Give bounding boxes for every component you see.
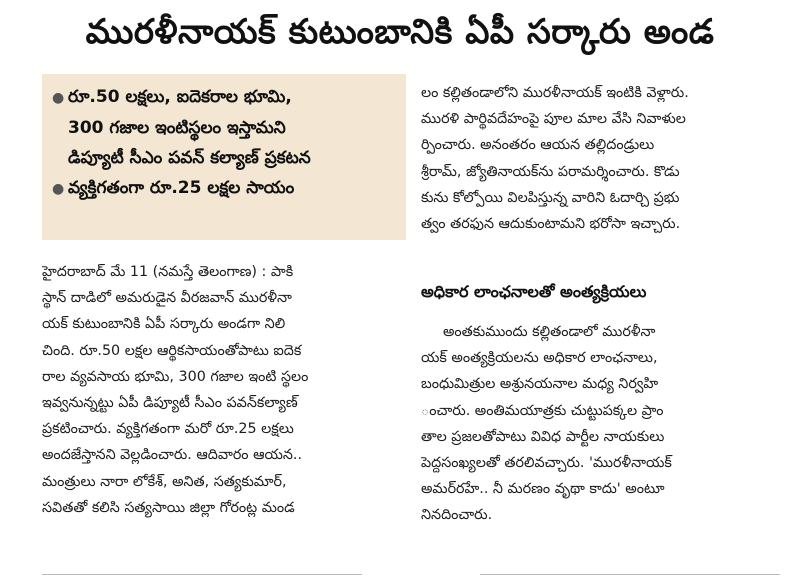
body-line: మంత్రులు నారా లోకేశ్, అనిత, సత్యకుమార్, xyxy=(42,473,287,490)
body-line: త్వం తరఫున ఆదుకుంటామని భరోసా ఇచ్చారు. xyxy=(421,215,681,232)
subheading: అధికార లాంఛనాలతో అంత్యక్రియలు xyxy=(421,282,647,301)
body-line: చింది. రూ.50 లక్షల ఆర్థికసాయంతోపాటు ఐదెక xyxy=(42,342,302,359)
body-line: అంతకుముందు కల్లితండాలో మురళీనా xyxy=(443,324,656,340)
highlight-line-4: ● వ్యక్తిగతంగా రూ.25 లక్షల సాయం xyxy=(52,173,398,204)
body-line: నినదించారు. xyxy=(421,507,493,524)
highlight-line-1: ● రూ.50 లక్షలు, ఐదెకరాల భూమి, xyxy=(52,82,398,113)
body-line: స్థాన్ దాడిలో అమరుడైన వీరజవాన్ మురళీనా xyxy=(42,290,292,307)
body-line: యక్ కుటుంబానికి ఏపీ సర్కారు అండగా నిలి xyxy=(42,316,286,333)
body-line: హైదరాబాద్ మే 11 (నమస్తే తెలంగాణ) : పాకి xyxy=(42,264,294,280)
body-line: ంచారు. అంతిమయాత్రకు చుట్టుపక్కల ప్రాం xyxy=(421,402,664,419)
body-line: కును కోల్పోయి విలపిస్తున్న వారిని ఓదార్చి ప్రభు xyxy=(421,189,680,206)
body-line: ప్రకటించారు. వ్యక్తిగతంగా మరో రూ.25 లక్షలు xyxy=(42,421,294,438)
body-line: అమర్‌రహే.. నీ మరణం వృథా కాదు' అంటూ xyxy=(421,481,665,498)
body-line: మురళి పార్థివదేహంపై పూల మాల వేసి నివాళుల xyxy=(421,111,686,128)
headline: మురళీనాయక్ కుటుంబానికి ఏపీ సర్కారు అండ xyxy=(85,12,715,52)
body-line: ఇవ్వనున్నట్టు ఏపీ డిప్యూటీ సీఎం పవన్‌కల్యాణ్ xyxy=(42,394,298,411)
left-column xyxy=(42,259,406,521)
body-line: పెద్దసంఖ్యలతో తరలివచ్చారు. 'మురళీనాయక్ xyxy=(421,454,672,471)
bottom-rule-right xyxy=(480,574,780,575)
right-column-top xyxy=(421,80,781,237)
highlight-box xyxy=(42,74,406,240)
body-line: యక్ అంత్యక్రియలను అధికార లాంఛనాలు, xyxy=(421,350,658,367)
body-line: ర్పించారు. అనంతరం ఆయన తల్లిదండ్రులు xyxy=(421,137,655,154)
body-line: లం కల్లితండాలోని మురళీనాయక్ ఇంటికి వెళ్లారు. xyxy=(421,85,689,101)
highlight-line-3: డిప్యూటీ సీఎం పవన్ కల్యాణ్ ప్రకటన xyxy=(68,148,311,168)
body-line: సవితతో కలిసి సత్యసాయి జిల్లా గోరంట్ల మండ xyxy=(42,499,295,516)
body-line: తాల ప్రజలతోపాటు వివిధ పార్టీల నాయకులు xyxy=(421,428,665,445)
body-line: అందజేస్తానని వెల్లడించారు. ఆదివారం ఆయన.. xyxy=(42,447,303,464)
body-line: శ్రీరామ్, జ్యోతినాయక్‌ను పరామర్శించారు. కొడు xyxy=(421,163,680,180)
body-line: బంధుమిత్రుల అశ్రునయనాల మధ్య నిర్వహి xyxy=(421,376,659,393)
highlight-line-2: 300 గజాల ఇంటిస్థలం ఇస్తామని xyxy=(68,118,286,138)
bullet-icon: ● xyxy=(52,181,65,197)
bullet-icon: ● xyxy=(52,90,65,106)
body-line: రాల వ్యవసాయ భూమి, 300 గజాల ఇంటి స్థలం xyxy=(42,368,309,385)
bottom-rule-left xyxy=(42,574,362,575)
right-column-bottom xyxy=(421,319,781,529)
